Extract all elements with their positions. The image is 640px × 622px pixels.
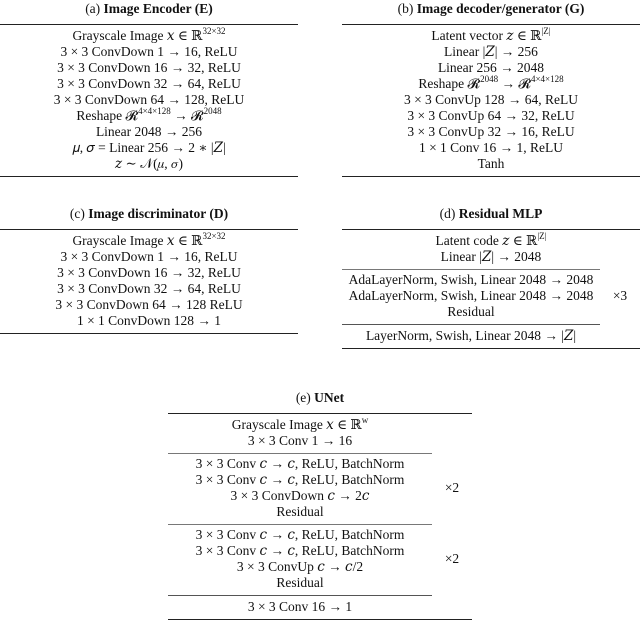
section-rows [342,328,600,344]
section-rows [342,233,640,265]
row-text: 3 × 3 ConvDown 32 → 64, ReLU [57,281,241,296]
row-text: Grayscale Image 𝑥 ∈ ℝ [72,28,203,43]
caption-title: Image discriminator (D) [88,206,229,221]
layer-row [0,249,298,265]
superscript: 2048 [203,106,222,116]
row-text: AdaLayerNorm, Swish, Linear 2048 → 2048 [348,288,594,303]
caption-label: (e) [295,390,315,405]
layer-row [0,28,298,44]
table-section [342,230,640,269]
layer-row [342,44,640,60]
row-text: Linear |𝑍| → 256 [444,44,538,59]
repeat-count: ×2 [444,551,460,566]
table-section [168,414,472,453]
bottom-rule [0,333,298,334]
layer-row [0,76,298,92]
layer-row [0,108,298,124]
row-text: Latent code 𝑧 ∈ ℝ [435,233,538,248]
superscript: |Z| [537,231,547,241]
layer-row [342,140,640,156]
row-text: 3 × 3 ConvDown 16 → 32, ReLU [57,60,241,75]
caption-title: Residual MLP [458,206,543,221]
row-text: Tanh [477,156,505,171]
table-section [168,595,432,619]
section-rows [168,599,432,615]
table-section [168,453,472,524]
row-text: Residual [276,504,324,519]
row-text: Grayscale Image 𝑥 ∈ ℝ [72,233,203,248]
layer-row [0,233,298,249]
layer-row [342,249,640,265]
image-encoder-table [0,0,298,177]
layer-row [168,504,432,520]
layer-row [0,313,298,329]
section-rows [342,272,600,320]
row-text: 3 × 3 ConvUp 64 → 32, ReLU [407,108,575,123]
superscript: 32×32 [202,231,226,241]
layer-row [168,575,432,591]
layer-row [168,433,432,449]
row-text: → 𝓡 [498,76,531,91]
section-rows [342,28,640,172]
caption-title: UNet [314,390,345,405]
superscript: |Z| [541,26,551,36]
table-section [342,269,640,324]
layer-row [0,265,298,281]
layer-row [168,527,432,543]
table-caption [342,205,640,223]
row-text: 1 × 1 Conv 16 → 1, ReLU [418,140,564,155]
layer-row [168,472,432,488]
caption-label: (a) [85,1,104,16]
row-text: AdaLayerNorm, Swish, Linear 2048 → 2048 [348,272,594,287]
image-discriminator-table [0,205,298,334]
layer-row [342,328,600,344]
superscript: 32×32 [202,26,226,36]
row-text: Linear |𝑍| → 2048 [440,249,542,264]
table-caption [0,205,298,223]
table-section [342,324,600,348]
superscript: 4×4×128 [530,74,564,84]
section-rows [168,417,432,449]
layer-row [168,456,432,472]
layer-row [0,44,298,60]
repeat-count: ×2 [444,480,460,495]
section-rows [168,527,432,591]
row-text: 3 × 3 Conv 𝑐 → 𝑐, ReLU, BatchNorm [195,472,405,487]
bottom-rule [0,176,298,177]
section-rows [0,28,298,172]
superscript: w [361,415,369,425]
row-text: Linear 256 → 2048 [437,60,545,75]
row-text: LayerNorm, Swish, Linear 2048 → |𝑍| [365,328,577,343]
layer-row [0,124,298,140]
caption-label: (c) [69,206,89,221]
row-text: 3 × 3 ConvDown 1 → 16, ReLU [60,44,238,59]
repeat-count: ×3 [612,288,628,303]
layer-row [0,156,298,172]
bottom-rule [342,348,640,349]
layer-row [168,417,432,433]
row-text: 𝑧 ∼ 𝒩(𝜇, 𝜎) [115,156,183,171]
row-text: 𝜇, 𝜎 = Linear 256 → 2 ∗ |𝑍| [72,140,226,155]
row-text: 3 × 3 ConvDown 64 → 128, ReLU [53,92,245,107]
layer-row [0,140,298,156]
row-text: 3 × 3 ConvDown 64 → 128 ReLU [55,297,243,312]
layer-row [168,488,432,504]
row-text: 3 × 3 ConvDown 1 → 16, ReLU [60,249,238,264]
table-caption [342,0,640,18]
layer-row [342,304,600,320]
layer-row [168,599,432,615]
table-section [0,230,298,333]
row-text: Reshape 𝓡 [418,76,481,91]
caption-label: (b) [397,1,417,16]
layer-row [342,156,640,172]
unet-table [168,389,472,620]
layer-row [342,108,640,124]
table-caption [0,0,298,18]
row-text: Grayscale Image 𝑥 ∈ ℝ [231,417,362,432]
image-decoder-table [342,0,640,177]
row-text: 3 × 3 Conv 𝑐 → 𝑐, ReLU, BatchNorm [195,527,405,542]
layer-row [342,76,640,92]
row-text: 3 × 3 Conv 𝑐 → 𝑐, ReLU, BatchNorm [195,456,405,471]
residual-mlp-table [342,205,640,349]
row-text: 3 × 3 ConvUp 32 → 16, ReLU [407,124,575,139]
layer-row [342,233,640,249]
row-text: 3 × 3 ConvDown 16 → 32, ReLU [57,265,241,280]
row-text: 3 × 3 ConvDown 32 → 64, ReLU [57,76,241,91]
caption-title: Image Encoder (E) [103,1,213,16]
layer-row [0,281,298,297]
row-text: 3 × 3 ConvUp 128 → 64, ReLU [403,92,579,107]
row-text: → 𝓡 [170,108,204,123]
layer-row [168,543,432,559]
row-text: Latent vector 𝑧 ∈ ℝ [431,28,542,43]
caption-title: Image decoder/generator (G) [416,1,585,16]
section-rows [168,456,432,520]
layer-row [168,559,432,575]
caption-label: (d) [439,206,459,221]
layer-row [342,92,640,108]
row-text: 3 × 3 Conv 16 → 1 [247,599,353,614]
bottom-rule [342,176,640,177]
row-text: Residual [447,304,495,319]
superscript: 2048 [480,74,499,84]
row-text: 3 × 3 ConvDown 𝑐 → 2𝑐 [230,488,370,503]
row-text: 3 × 3 Conv 1 → 16 [247,433,353,448]
layer-row [342,28,640,44]
layer-row [342,124,640,140]
section-rows [0,233,298,329]
row-text: 1 × 1 ConvDown 128 → 1 [76,313,222,328]
layer-row [0,60,298,76]
row-text: Linear 2048 → 256 [95,124,203,139]
layer-row [342,272,600,288]
row-text: Residual [276,575,324,590]
row-text: Reshape 𝓡 [76,108,139,123]
table-caption [168,389,472,407]
table-section [168,524,472,595]
table-section [342,25,640,176]
layer-row [342,288,600,304]
layer-row [0,297,298,313]
row-text: 3 × 3 ConvUp 𝑐 → 𝑐/2 [236,559,364,574]
bottom-rule [168,619,472,620]
row-text: 3 × 3 Conv 𝑐 → 𝑐, ReLU, BatchNorm [195,543,405,558]
superscript: 4×4×128 [138,106,171,116]
table-section [0,25,298,176]
